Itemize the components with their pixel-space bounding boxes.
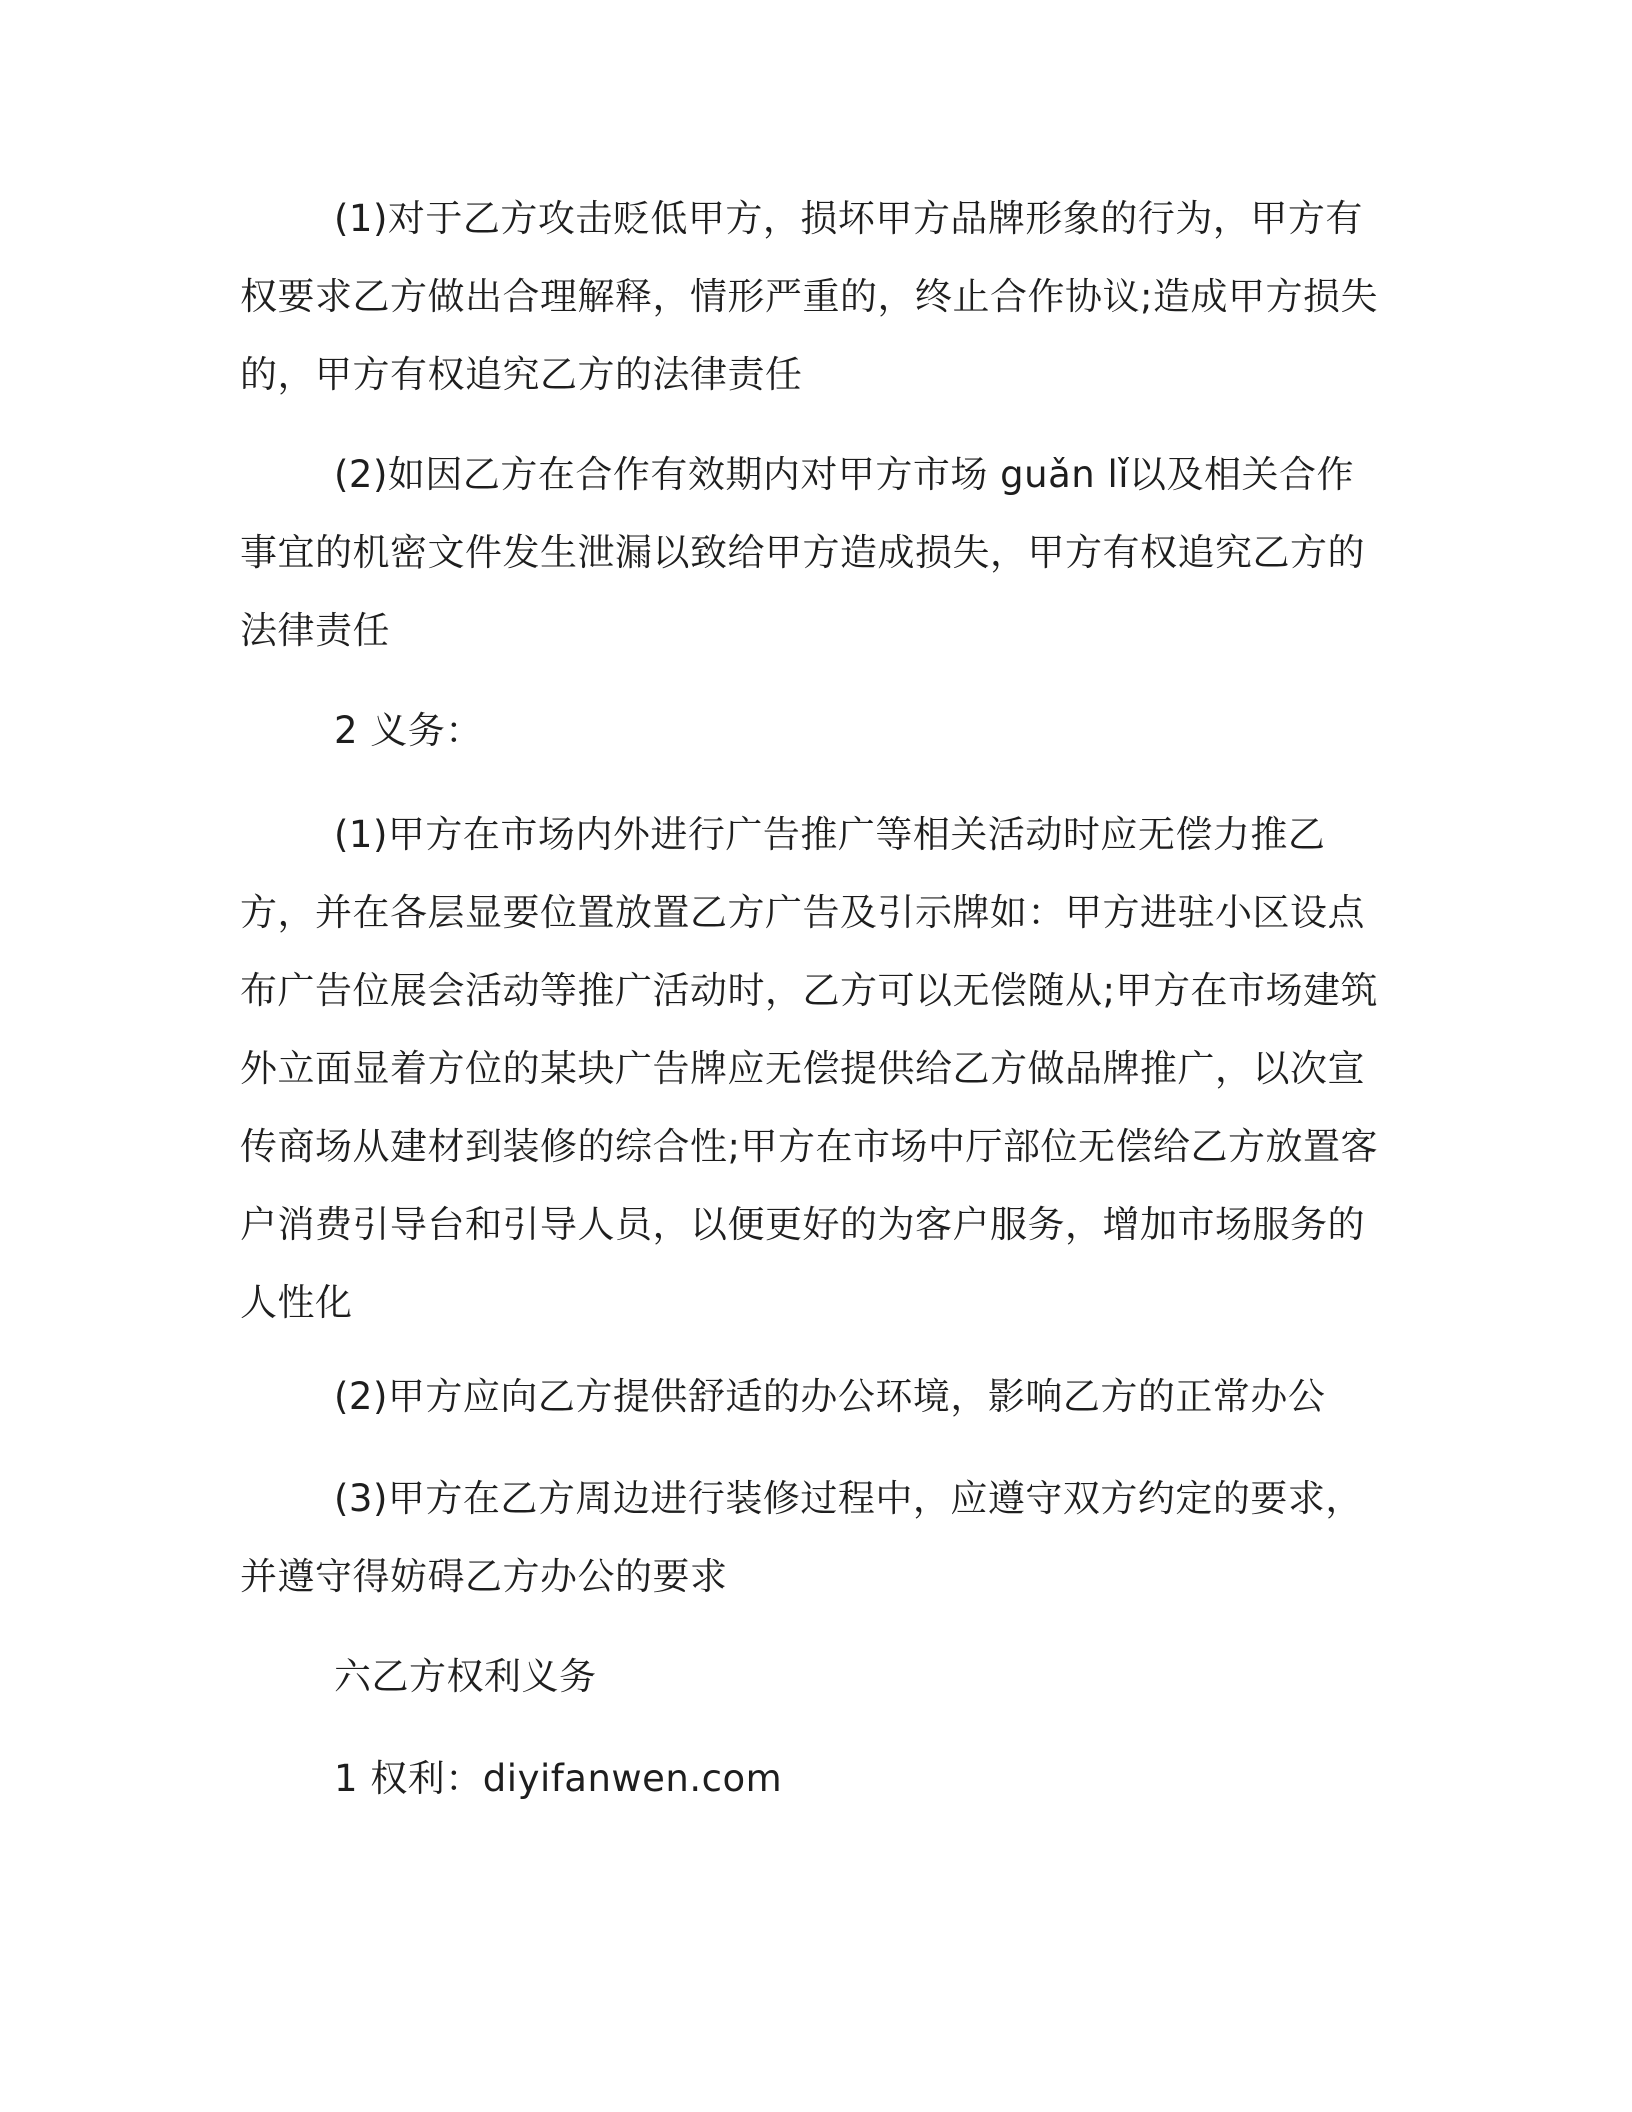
heading-obligations: 2 义务：	[334, 709, 483, 752]
paragraph-obligation-3: (3)甲方在乙方周边进行装修过程中，应遵守双方约定的要求，并遵守得妨碍乙方办公的要求	[240, 1477, 1363, 1598]
paragraph-right-1: (1)对于乙方攻击贬低甲方，损坏甲方品牌形象的行为，甲方有权要求乙方做出合理解释，情形严重的，终止合作协议;造成甲方损失的，甲方有权追究乙方的法律责任	[240, 197, 1378, 396]
paragraph-obligation-1: (1)甲方在市场内外进行广告推广等相关活动时应无偿力推乙方，并在各层显要位置放置乙方广告及引示牌如：甲方进驻小区设点布广告位展会活动等推广活动时，乙方可以无偿随从;甲方在市场建筑外立面显着方位的某块广告牌应无偿提供给乙方做品牌推广，以次宣传商场从建材到装修的综合性;甲方在市场中厅部位无偿给乙方放置客户消费引导台和引导人员，以便更好的为客户服务，增加市场服务的人性化	[240, 813, 1378, 1324]
paragraph-right-2: (2)如因乙方在合作有效期内对甲方市场 guǎn lǐ以及相关合作事宜的机密文件发生泄漏以致给甲方造成损失，甲方有权追究乙方的法律责任	[240, 453, 1365, 652]
section-heading-party-b: 六乙方权利义务	[334, 1655, 597, 1698]
heading-rights: 1 权利：diyifanwen.com	[334, 1757, 783, 1800]
paragraph-obligation-2: (2)甲方应向乙方提供舒适的办公环境，影响乙方的正常办公	[334, 1375, 1326, 1418]
